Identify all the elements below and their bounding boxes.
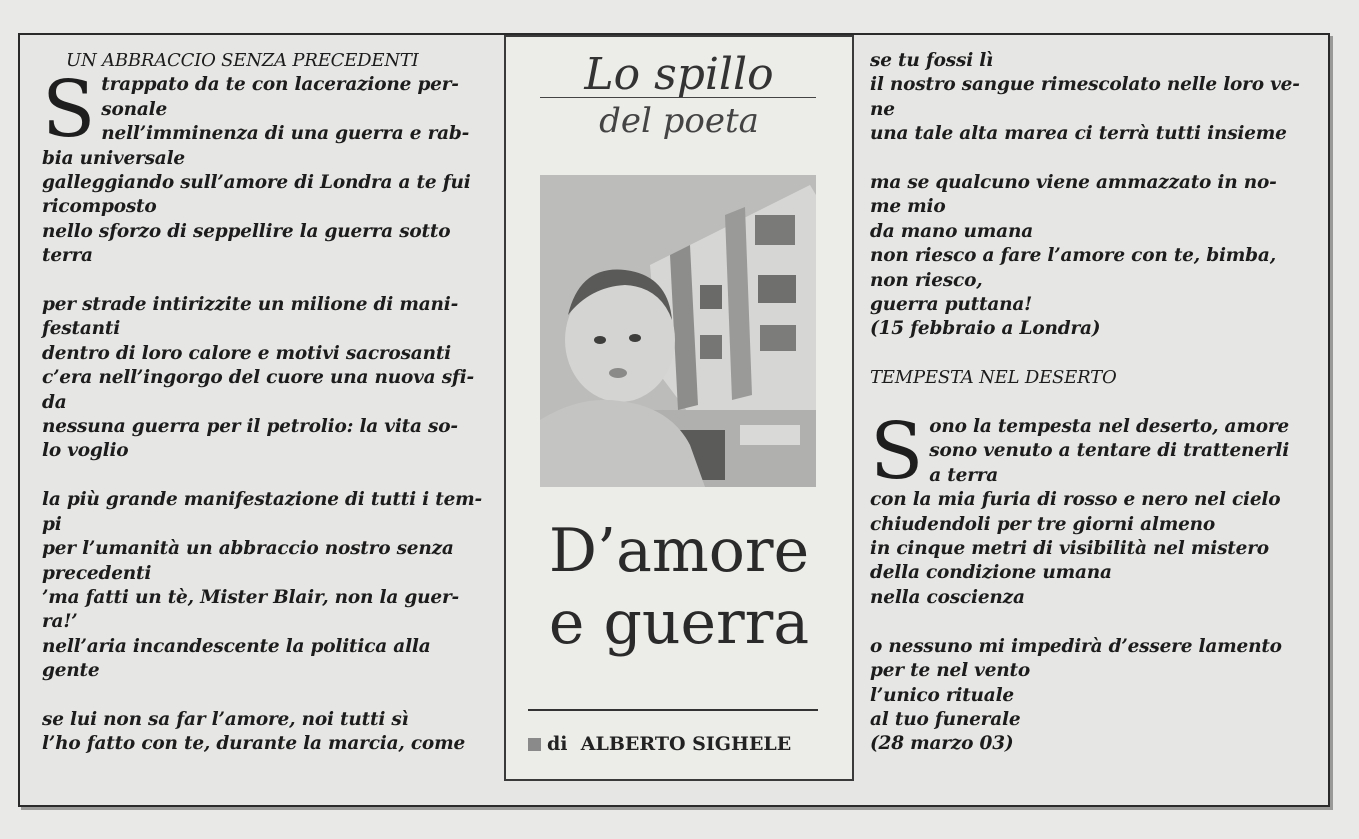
poem-line: ’ma fatti un tè, Mister Blair, non la guer- [42, 586, 459, 608]
column-title: Lo spillo [584, 49, 774, 100]
poem-line: nell’imminenza di una guerra e rab- [101, 123, 470, 145]
poem-line: precedenti [42, 562, 152, 584]
poem-line [42, 269, 492, 293]
poem-line: se tu fossi lì [870, 50, 993, 71]
poem-line: a terra [929, 464, 999, 486]
right-poem-body [870, 407, 1315, 757]
article-frame [18, 33, 1330, 807]
child-photo-icon [540, 175, 816, 487]
poem-line: me mio [870, 196, 946, 218]
poem-line: nella coscienza [870, 586, 1025, 608]
poem-line: ono la tempesta nel deserto, amore [929, 416, 1289, 438]
poem-line: della condizione umana [870, 562, 1112, 584]
poem-line: guerra puttana! [870, 294, 1033, 316]
poem-line: dentro di loro calore e motivi sacrosanti [42, 342, 451, 364]
poem-line: chiudendoli per tre giorni almeno [870, 513, 1216, 535]
left-poem-column [42, 49, 492, 757]
poem-line [42, 464, 492, 488]
center-panel [504, 35, 854, 781]
poem-line: nello sforzo di seppellire la guerra sotto [42, 220, 451, 242]
poem-line: l’ho fatto con te, durante la marcia, come [42, 733, 466, 755]
poem-line: per l’umanità un abbraccio nostro senza [42, 538, 454, 560]
poem-line: sonale [101, 98, 168, 120]
main-title-line-1: D’amore [548, 516, 810, 586]
poem-line: se lui non sa far l’amore, noi tutti sì [42, 708, 409, 730]
right-poem-top [870, 49, 1315, 366]
byline-rule [528, 709, 818, 711]
left-dropcap: S [42, 65, 96, 156]
right-dropcap: S [870, 407, 924, 498]
poem-line: ne [870, 98, 895, 120]
poem-line: l’unico rituale [870, 684, 1014, 706]
poem-line [870, 610, 1315, 634]
left-poem-heading: UN ABBRACCIO SENZA PRECEDENTI [66, 50, 419, 71]
poem-line: ra!’ [42, 611, 78, 633]
square-bullet-icon [528, 738, 541, 751]
poem-line: con la mia furia di rosso e nero nel cielo [870, 489, 1281, 511]
poem-line: lo voglio [42, 440, 129, 462]
column-subtitle: del poeta [599, 101, 759, 141]
main-title [506, 515, 852, 659]
poem-line: o nessuno mi impedirà d’essere lamento [870, 635, 1282, 657]
poem-line: la più grande manifestazione di tutti i tem- [42, 489, 483, 511]
poem-line: da [42, 391, 67, 413]
poem-line: trappato da te con lacerazione per- [101, 74, 459, 96]
poem-line: il nostro sangue rimescolato nelle loro ve- [870, 74, 1300, 96]
poem-line: c’era nell’ingorgo del cuore una nuova sfi- [42, 367, 474, 389]
poem-line: da mano umana [870, 220, 1034, 242]
poem-line: per strade intirizzite un milione di mani- [42, 294, 459, 316]
child-photo [540, 175, 816, 487]
author-name: ALBERTO SIGHELE [580, 733, 792, 755]
poem-line: in cinque metri di visibilità nel mistero [870, 538, 1269, 560]
stanza-gap [870, 391, 1315, 415]
poem-line: non riesco, [870, 269, 983, 291]
poem-line: sono venuto a tentare di trattenerli [929, 440, 1290, 462]
poem-line: gente [42, 660, 100, 682]
poem-line: una tale alta marea ci terrà tutti insieme [870, 123, 1287, 145]
poem-line: ma se qualcuno viene ammazzato in no- [870, 172, 1277, 194]
main-title-line-2: e guerra [548, 588, 810, 658]
poem-line: festanti [42, 318, 121, 340]
poem-line: non riesco a fare l’amore con te, bimba, [870, 245, 1276, 267]
poem-line: al tuo funerale [870, 708, 1021, 730]
poem-line [870, 147, 1315, 171]
poem-line: nessuna guerra per il petrolio: la vita so- [42, 416, 458, 438]
title-rule [540, 97, 816, 98]
poem-line: bia universale [42, 147, 185, 169]
poem-line: nell’aria incandescente la politica alla [42, 635, 431, 657]
poem-line: pi [42, 513, 62, 535]
byline-prefix: di [547, 733, 568, 755]
poem-line [42, 684, 492, 708]
right-poem-column [870, 49, 1315, 757]
byline [528, 733, 828, 755]
poem-line: terra [42, 245, 93, 267]
right-poem-heading: TEMPESTA NEL DESERTO [870, 367, 1117, 389]
poem-line: (28 marzo 03) [870, 733, 1014, 755]
poem-line [870, 342, 1315, 366]
poem-line: ricomposto [42, 196, 157, 218]
poem-line: (15 febbraio a Londra) [870, 318, 1101, 340]
poem-line: per te nel vento [870, 660, 1030, 682]
poem-line: galleggiando sull’amore di Londra a te fui [42, 172, 471, 194]
left-poem-body [42, 65, 492, 756]
